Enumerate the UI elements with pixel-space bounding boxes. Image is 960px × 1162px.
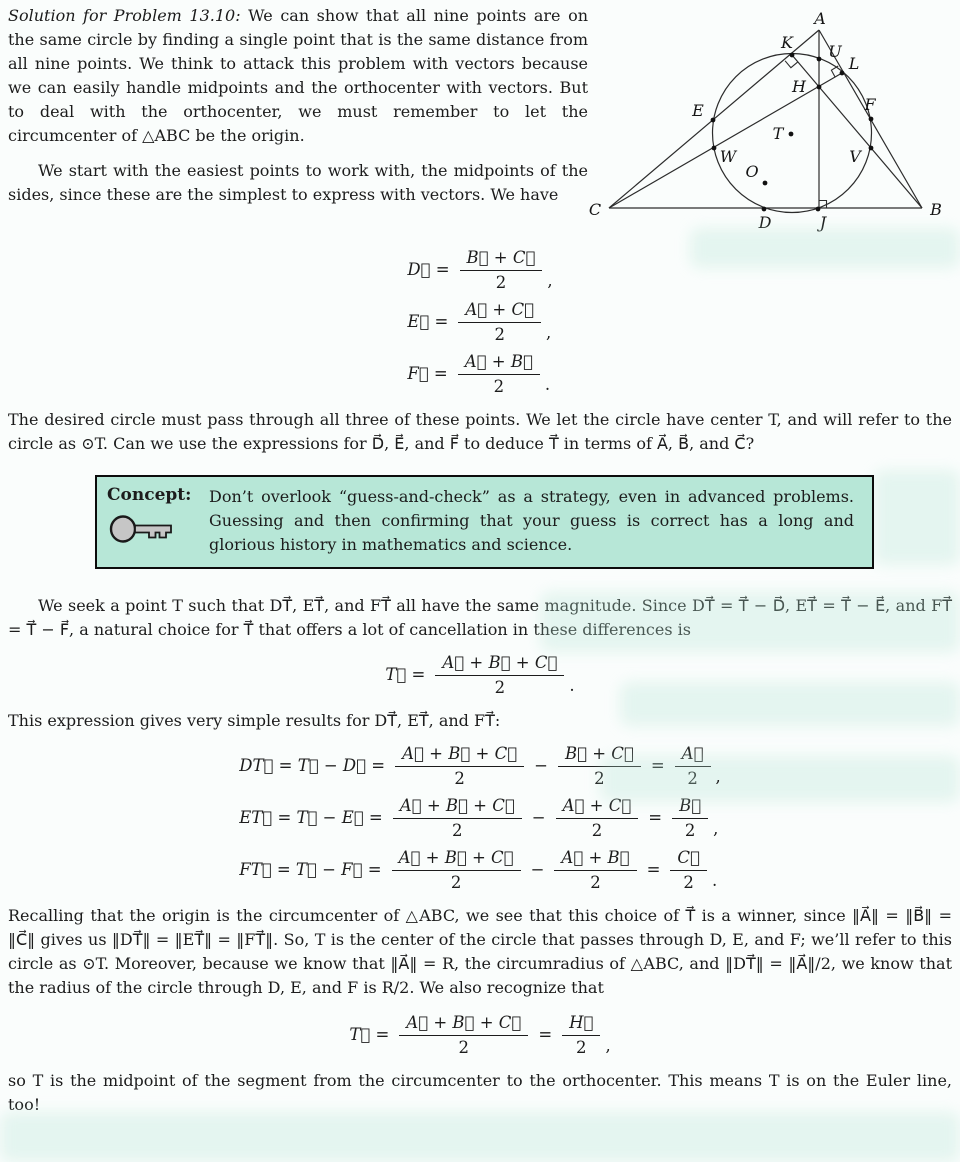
eq-punctuation: , — [547, 271, 553, 290]
point-l — [840, 71, 845, 76]
fraction: $\frac{B⃗ + C⃗}{2}$ — [460, 247, 543, 292]
fraction: $\frac{A⃗}{2}$ — [675, 743, 711, 788]
fraction: $\frac{A⃗ + C⃗}{2}$ — [556, 795, 639, 840]
fraction: $\frac{A⃗ + B⃗ + C⃗}{2}$ — [393, 795, 522, 840]
equals-operator: = — [646, 860, 661, 879]
key-icon — [109, 513, 175, 545]
eq-punctuation: , — [715, 767, 721, 786]
eq-lhs: F⃗ = — [407, 364, 448, 383]
minus-operator: − — [531, 808, 546, 827]
fraction: $\frac{C⃗}{2}$ — [670, 847, 707, 892]
label-v: V — [849, 147, 861, 166]
figure-column — [588, 4, 960, 239]
point-o — [763, 181, 768, 186]
fraction: $\frac{A⃗ + B⃗}{2}$ — [458, 351, 540, 396]
label-o: O — [745, 162, 759, 181]
label-a: A — [814, 9, 826, 28]
label-f: F — [864, 95, 876, 114]
equation-group-results — [239, 743, 721, 892]
concept-label-column — [107, 485, 209, 557]
right-angle-mark-k — [785, 61, 798, 68]
point-h — [817, 85, 822, 90]
equation-midpoint-e — [407, 299, 552, 344]
label-d: D — [758, 213, 772, 232]
concept-text: Don’t overlook “guess-and-check” as a strategy, even in advanced problems. Guessing and then confirming that your guess is correct has a long and glorious history in mathematics and science. — [209, 487, 854, 554]
label-c: C — [588, 200, 602, 219]
diagram-points — [589, 9, 942, 232]
equation-midpoint-d — [407, 247, 552, 292]
label-l: L — [848, 54, 860, 73]
nine-point-circle-diagram — [588, 5, 958, 239]
solution-lead-in: Solution for Problem 13.10: — [8, 6, 241, 25]
equation-t — [385, 652, 574, 697]
equation-result-et — [239, 795, 721, 840]
equation-result-dt — [239, 743, 721, 788]
eq-lhs: ET⃗ = T⃗ − E⃗ = — [239, 808, 383, 827]
fraction: $\frac{A⃗ + B⃗ + C⃗}{2}$ — [395, 743, 524, 788]
solution-text-column — [0, 4, 588, 239]
label-u: U — [828, 42, 842, 61]
eq-lhs: D⃗ = — [407, 260, 450, 279]
top-section — [0, 0, 960, 239]
point-t — [789, 132, 794, 137]
eq-punctuation: , — [546, 323, 552, 342]
fraction: $\frac{H⃗}{2}$ — [562, 1012, 600, 1057]
point-d — [762, 207, 767, 212]
point-w — [712, 146, 717, 151]
scan-artifact — [874, 470, 960, 565]
equation-t-euler — [349, 1012, 610, 1057]
paragraph-solution-intro — [8, 4, 588, 148]
point-v — [869, 146, 874, 151]
equals-operator: = — [650, 756, 665, 775]
equation-result-ft — [239, 847, 721, 892]
point-e — [711, 118, 716, 123]
equals-operator: = — [538, 1025, 553, 1044]
paragraph-simple-results: This expression gives very simple results for DT⃗, ET⃗, and FT⃗: — [8, 711, 501, 730]
eq-punctuation: . — [544, 375, 551, 394]
equation-midpoint-f — [407, 351, 552, 396]
label-t: T — [772, 124, 784, 143]
label-k: K — [781, 33, 793, 52]
concept-label: Concept: — [107, 485, 192, 505]
eq-punctuation: . — [569, 676, 575, 695]
equation-t-half-h — [349, 1012, 610, 1057]
minus-operator: − — [530, 860, 545, 879]
equation-group-midpoints — [407, 247, 552, 396]
fraction: $\frac{B⃗}{2}$ — [672, 795, 708, 840]
altitude-from-b — [792, 55, 922, 208]
eq-punctuation: , — [605, 1036, 611, 1055]
fraction: $\frac{B⃗ + C⃗}{2}$ — [558, 743, 641, 788]
eq-lhs: DT⃗ = T⃗ − D⃗ = — [239, 756, 386, 775]
solution-intro-text: We can show that all nine points are on the same circle by finding a single point that is the same distance from all nine points. We think to attack this problem with vectors because we can easily handle midpoints and the orthocenter with vectors. But to deal with the orthocenter, we must remember to let the circumcenter of △ABC be the origin. — [8, 6, 589, 145]
label-j: J — [819, 213, 827, 232]
fraction: $\frac{A⃗ + B⃗ + C⃗}{2}$ — [399, 1012, 528, 1057]
altitude-from-c — [609, 73, 842, 208]
minus-operator: − — [534, 756, 548, 775]
fraction: $\frac{A⃗ + B⃗ + C⃗}{2}$ — [392, 847, 521, 892]
point-k — [790, 53, 795, 58]
paragraph-euler-line-conclusion: so T is the midpoint of the segment from the circumcenter to the orthocenter. This means T is on the Euler line, too! — [8, 1071, 952, 1114]
concept-box — [95, 475, 874, 569]
point-f — [869, 117, 874, 122]
paragraph-seek-point-t: We seek a point T such that DT⃗, ET⃗, and FT⃗ all have the same magnitude. Since DT⃗ = T⃗ − D⃗, ET⃗ = T⃗ − E⃗, and FT⃗ = T⃗ − F⃗, a natural choice for T⃗ that offers a lot of cancellation in these differences is — [8, 596, 952, 639]
label-e: E — [692, 101, 704, 120]
fraction: $\frac{A⃗ + B⃗}{2}$ — [554, 847, 636, 892]
eq-lhs: E⃗ = — [407, 312, 449, 331]
equation-t-definition — [385, 652, 574, 697]
eq-punctuation: , — [713, 819, 719, 838]
eq-lhs: FT⃗ = T⃗ − F⃗ = — [239, 860, 382, 879]
label-w: W — [719, 147, 737, 166]
scan-artifact — [0, 1112, 960, 1162]
fraction: $\frac{A⃗ + C⃗}{2}$ — [458, 299, 541, 344]
fraction: $\frac{A⃗ + B⃗ + C⃗}{2}$ — [435, 652, 564, 697]
eq-lhs: T⃗ = — [385, 665, 426, 684]
point-u — [817, 57, 822, 62]
label-h: H — [792, 77, 806, 96]
label-b: B — [930, 200, 942, 219]
eq-lhs: T⃗ = — [349, 1025, 390, 1044]
paragraph-recalling-origin: Recalling that the origin is the circumcenter of △ABC, we see that this choice of T⃗ is a winner, since ‖A⃗‖ = ‖B⃗‖ = ‖C⃗‖ gives us ‖DT⃗‖ = ‖ET⃗‖ = ‖FT⃗‖. So, T is the center of the circle that passes through D, E, and F; we’ll refer to this circle as ⊙T. Moreover, because we know that ‖A⃗‖ = R, the circumradius of △ABC, and ‖DT⃗‖ = ‖A⃗‖/2, we know that the radius of the circle through D, E, and F is R/2. We also recognize that — [8, 906, 952, 997]
point-j — [816, 207, 821, 212]
eq-punctuation: . — [711, 871, 718, 890]
paragraph-midpoints-setup: We start with the easiest points to work with, the midpoints of the sides, since these are the simplest to express with vectors. We have — [8, 161, 588, 204]
equals-operator: = — [648, 808, 663, 827]
paragraph-desired-circle: The desired circle must pass through all three of these points. We let the circle have center T, and will refer to the circle as ⊙T. Can we use the expressions for D⃗, E⃗, and F⃗ to deduce T⃗ in terms of A⃗, B⃗, and C⃗? — [8, 410, 952, 453]
